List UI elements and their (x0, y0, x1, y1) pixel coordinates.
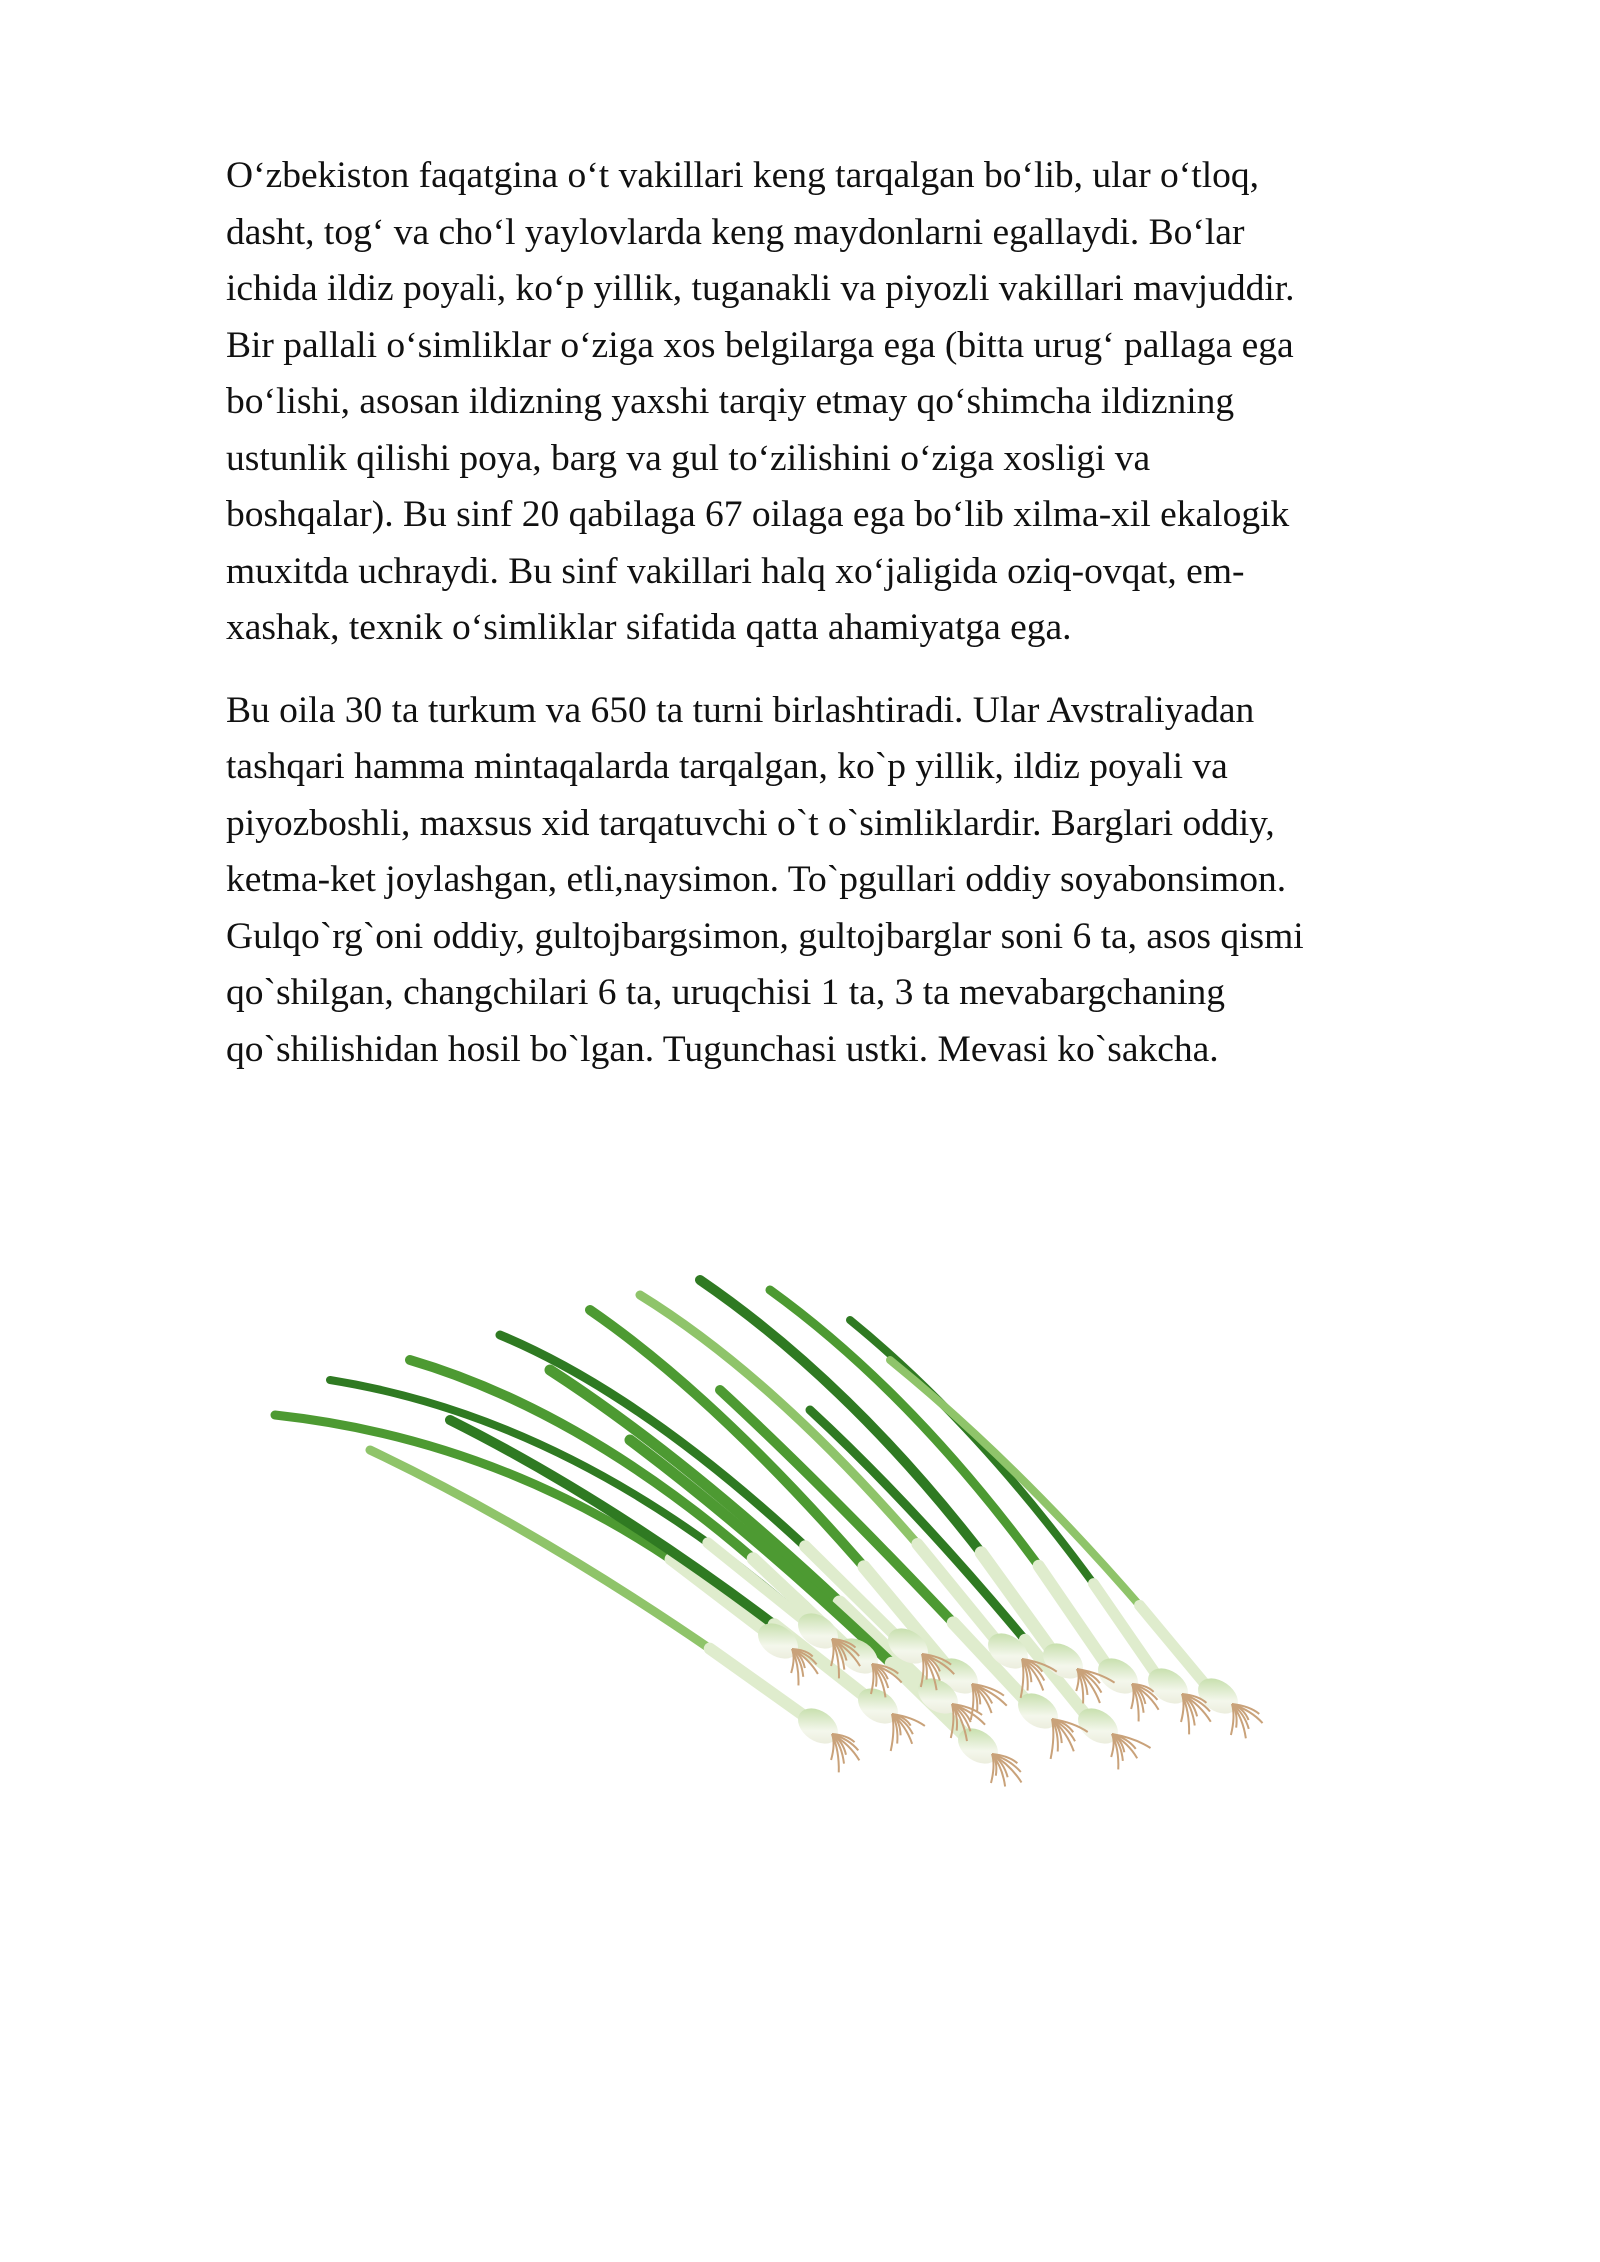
paragraph-2: Bu oila 30 ta turkum va 650 ta turni birlashtiradi. Ular Avstraliyadan tashqari hamma mintaqalarda tarqalgan, ko`p yillik, ildiz poyali va piyozboshli, maxsus xid tarqatuvchi o`t o`simliklardir. Barglari oddiy, ketma-ket joylashgan, etli,naysimon. To`pgullari oddiy soyabonsimon. Gulqo`rg`oni oddiy, gultojbargsimon, gultojbarglar soni 6 ta, asos qismi qo`shilgan, changchilari 6 ta, uruqchisi 1 ta, 3 ta mevabargchaning qo`shilishidan hosil bo`lgan. Tugunchasi ustki. Mevasi ko`sakcha. (226, 689, 1304, 1070)
paragraph-1: O‘zbekiston faqatgina o‘t vakillari keng tarqalgan bo‘lib, ular o‘tloq, dasht, tog‘ va cho‘l yaylovlarda keng maydonlarni egallaydi. Bo‘lar ichida ildiz poyali, ko‘p yillik, tuganakli va piyozli vakillari mavjuddir. Bir pallali o‘simliklar o‘ziga xos belgilarga ega (bitta urug‘ pallaga ega bo‘lishi, asosan ildizning yaxshi tarqiy etmay qo‘shimcha ildizning ustunlik qilishi poya, barg va gul to‘zilishini o‘ziga xosligi va boshqalar). Bu sinf 20 qabilaga 67 oilaga ega bo‘lib xilma-xil ekalogik muxitda uchraydi. Bu sinf vakillari halq xo‘jaligida oziq-ovqat, em- xashak, texnik o‘simliklar sifatida qatta ahamiyatga ega. (226, 155, 1295, 648)
body-text (226, 148, 1476, 1078)
green-onion-image (250, 1250, 1350, 1900)
onion-bulbs (751, 1606, 1244, 1771)
onion-stem (671, 1559, 770, 1635)
